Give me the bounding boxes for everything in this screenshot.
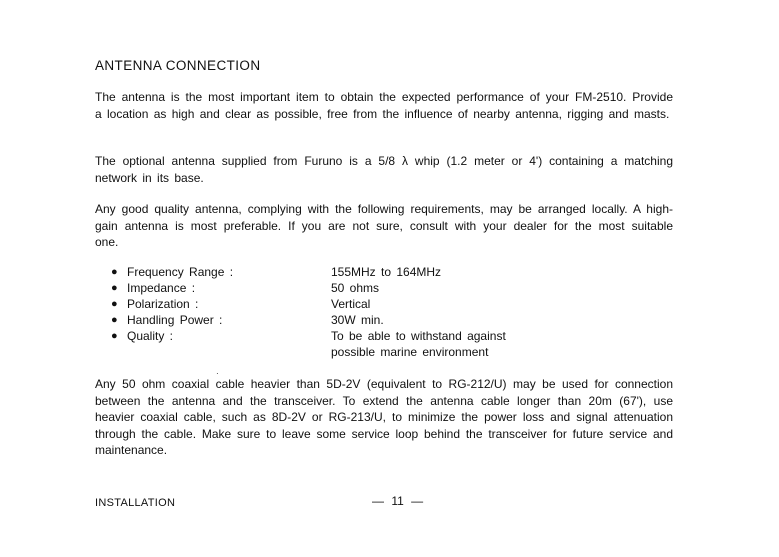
paragraph-antenna-requirements: Any good quality antenna, complying with the following requirements, may be arranged locally. A high-gain antenna is most preferable. If you are not sure, consult with your dealer for the most suitable one. (95, 202, 673, 249)
spec-row-impedance (111, 280, 611, 296)
bullet-icon: ● (111, 298, 118, 310)
stray-print-mark: · (216, 369, 219, 378)
bullet-icon: ● (111, 266, 118, 278)
spec-row-quality (111, 328, 611, 360)
spec-value: Vertical (331, 297, 371, 311)
paragraph-optional-antenna: The optional antenna supplied from Furuno is a 5/8 λ whip (1.2 meter or 4') containing a matching network in its base. (95, 154, 673, 185)
spec-label: Frequency Range : (127, 265, 234, 279)
bullet-icon: ● (111, 314, 118, 326)
section-heading: ANTENNA CONNECTION (95, 58, 261, 73)
page-number: — 11 — (372, 494, 424, 508)
spec-value: To be able to withstand against possible marine environment (331, 329, 506, 359)
paragraph-antenna-importance: The antenna is the most important item to obtain the expected performance of your FM-2510. Provide a location as high and clear as possible, free from the influence of nearby antenna, rigging and masts. (95, 90, 673, 121)
spec-value: 50 ohms (331, 281, 380, 295)
spec-value: 155MHz to 164MHz (331, 265, 442, 279)
spec-label: Impedance : (127, 281, 196, 295)
spec-row-polarization (111, 296, 611, 312)
spec-value: 30W min. (331, 313, 384, 327)
spec-label: Handling Power : (127, 313, 223, 327)
spec-row-frequency (111, 264, 611, 280)
paragraph-coaxial-cable: Any 50 ohm coaxial cable heavier than 5D-2V (equivalent to RG-212/U) may be used for connection between the antenna and the transceiver. To extend the antenna cable longer than 20m (67'), use heavier coaxial cable, such as 8D-2V or RG-213/U, to minimize the power loss and signal attenuation through the cable. Make sure to leave some service loop behind the transceiver for future service and maintenance. (95, 377, 673, 457)
antenna-spec-list (111, 264, 611, 360)
spec-label: Polarization : (127, 297, 199, 311)
footer-section-name: INSTALLATION (95, 497, 176, 509)
spec-label: Quality : (127, 329, 174, 343)
bullet-icon: ● (111, 330, 118, 342)
spec-row-handling-power (111, 312, 611, 328)
bullet-icon: ● (111, 282, 118, 294)
